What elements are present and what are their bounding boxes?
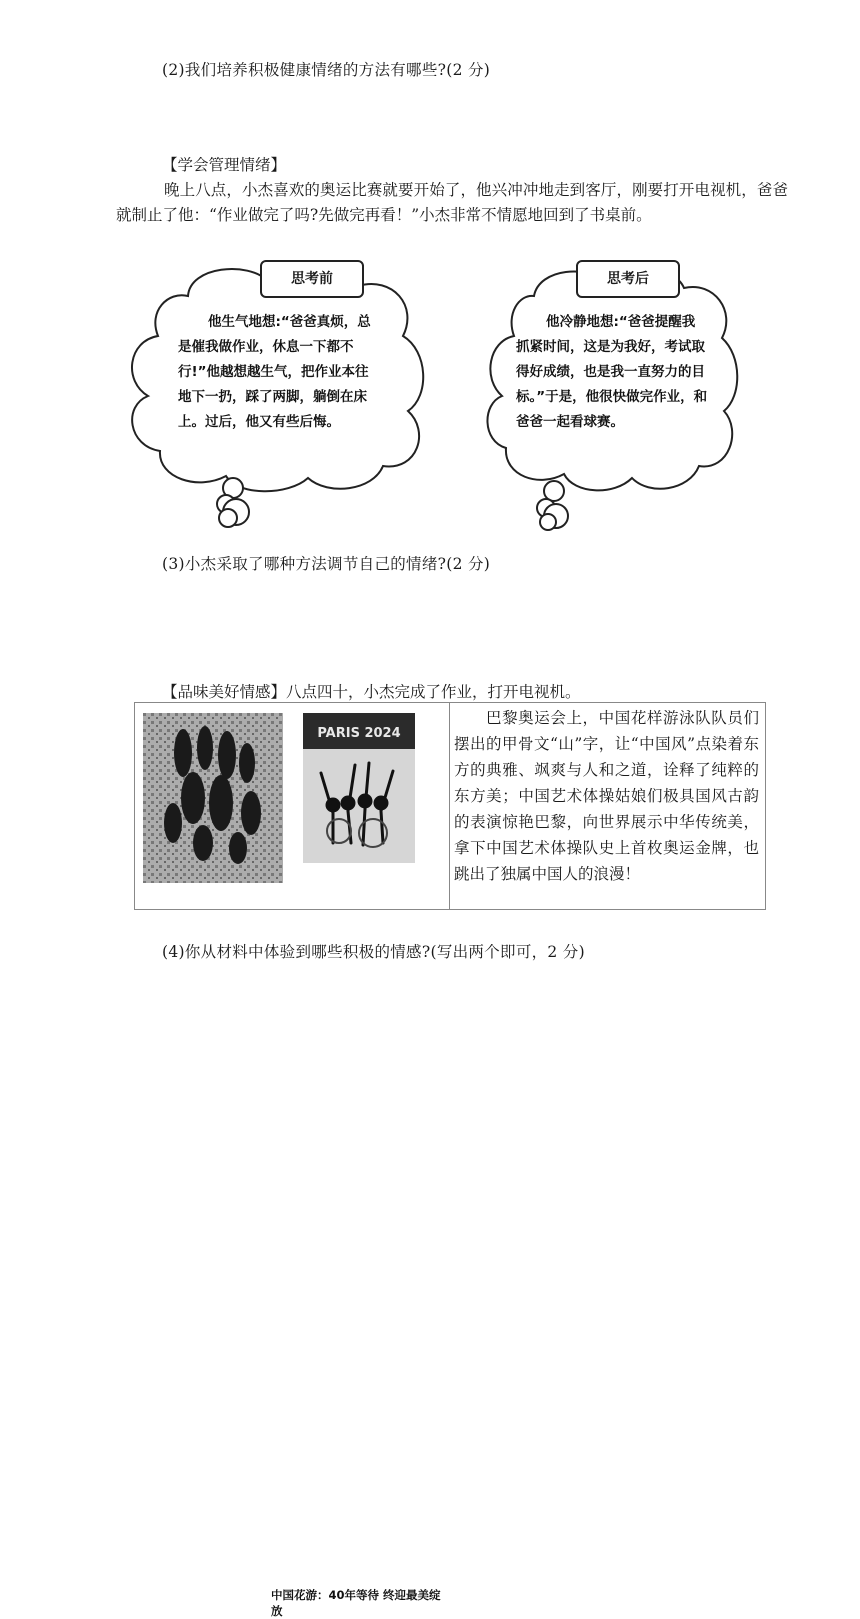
question-2: (2)我们培养积极健康情绪的方法有哪些?(2 分) [162, 61, 491, 79]
paris-2024-sign: PARIS 2024 [317, 726, 401, 741]
section-emotion-line [162, 680, 581, 702]
cloud-text-before: 他生气地想:“爸爸真烦，总是催我做作业，休息一下都不行!”他越想越生气，把作业本往地下一扔，踩了两脚，躺倒在床上。过后，他又有些后悔。 [178, 314, 371, 430]
cloud-title-before: 思考前 [260, 260, 364, 298]
rhythmic-gymnastics-photo [303, 713, 415, 863]
thought-cloud-before [118, 256, 438, 531]
thought-cloud-after [484, 256, 744, 531]
cloud-text-after: 他冷静地想:“爸爸提醒我抓紧时间，这是为我好，考试取得好成绩，也是我一直努力的目标。”于是，他很快做完作业，和爸爸一起看球赛。 [516, 314, 708, 430]
material-text-cell [450, 703, 766, 910]
question-4: (4)你从材料中体验到哪些积极的情感?(写出两个即可，2 分) [162, 943, 585, 961]
section-intro: 八点四十，小杰完成了作业，打开电视机。 [286, 683, 581, 701]
section-heading-positive-emotion: 【品味美好情感】 [162, 683, 287, 701]
scenario-paragraph: 晚上八点，小杰喜欢的奥运比赛就要开始了，他兴冲冲地走到客厅，刚要打开电视机，爸爸就制止了他：“作业做完了吗?先做完再看！”小杰非常不情愿地回到了书桌前。 [116, 181, 788, 224]
synchronized-swimming-photo [143, 713, 283, 883]
section-heading-manage-emotion: 【学会管理情绪】 [162, 156, 287, 174]
photo-caption: 中国花游：40年等待 终迎最美绽放 [271, 1588, 441, 1618]
material-text: 巴黎奥运会上，中国花样游泳队队员们摆出的甲骨文“山”字，让“中国风”点染着东方的典雅、飒爽与人和之道，诠释了纯粹的东方美；中国艺术体操姑娘们极具国风古韵的表演惊艳巴黎，向世界展示中华传统美，拿下中国艺术体操队史上首枚奥运金牌，也跳出了独属中国人的浪漫！ [454, 709, 759, 883]
cloud-title-after: 思考后 [576, 260, 680, 298]
question-3: (3)小杰采取了哪种方法调节自己的情绪?(2 分) [162, 555, 491, 573]
